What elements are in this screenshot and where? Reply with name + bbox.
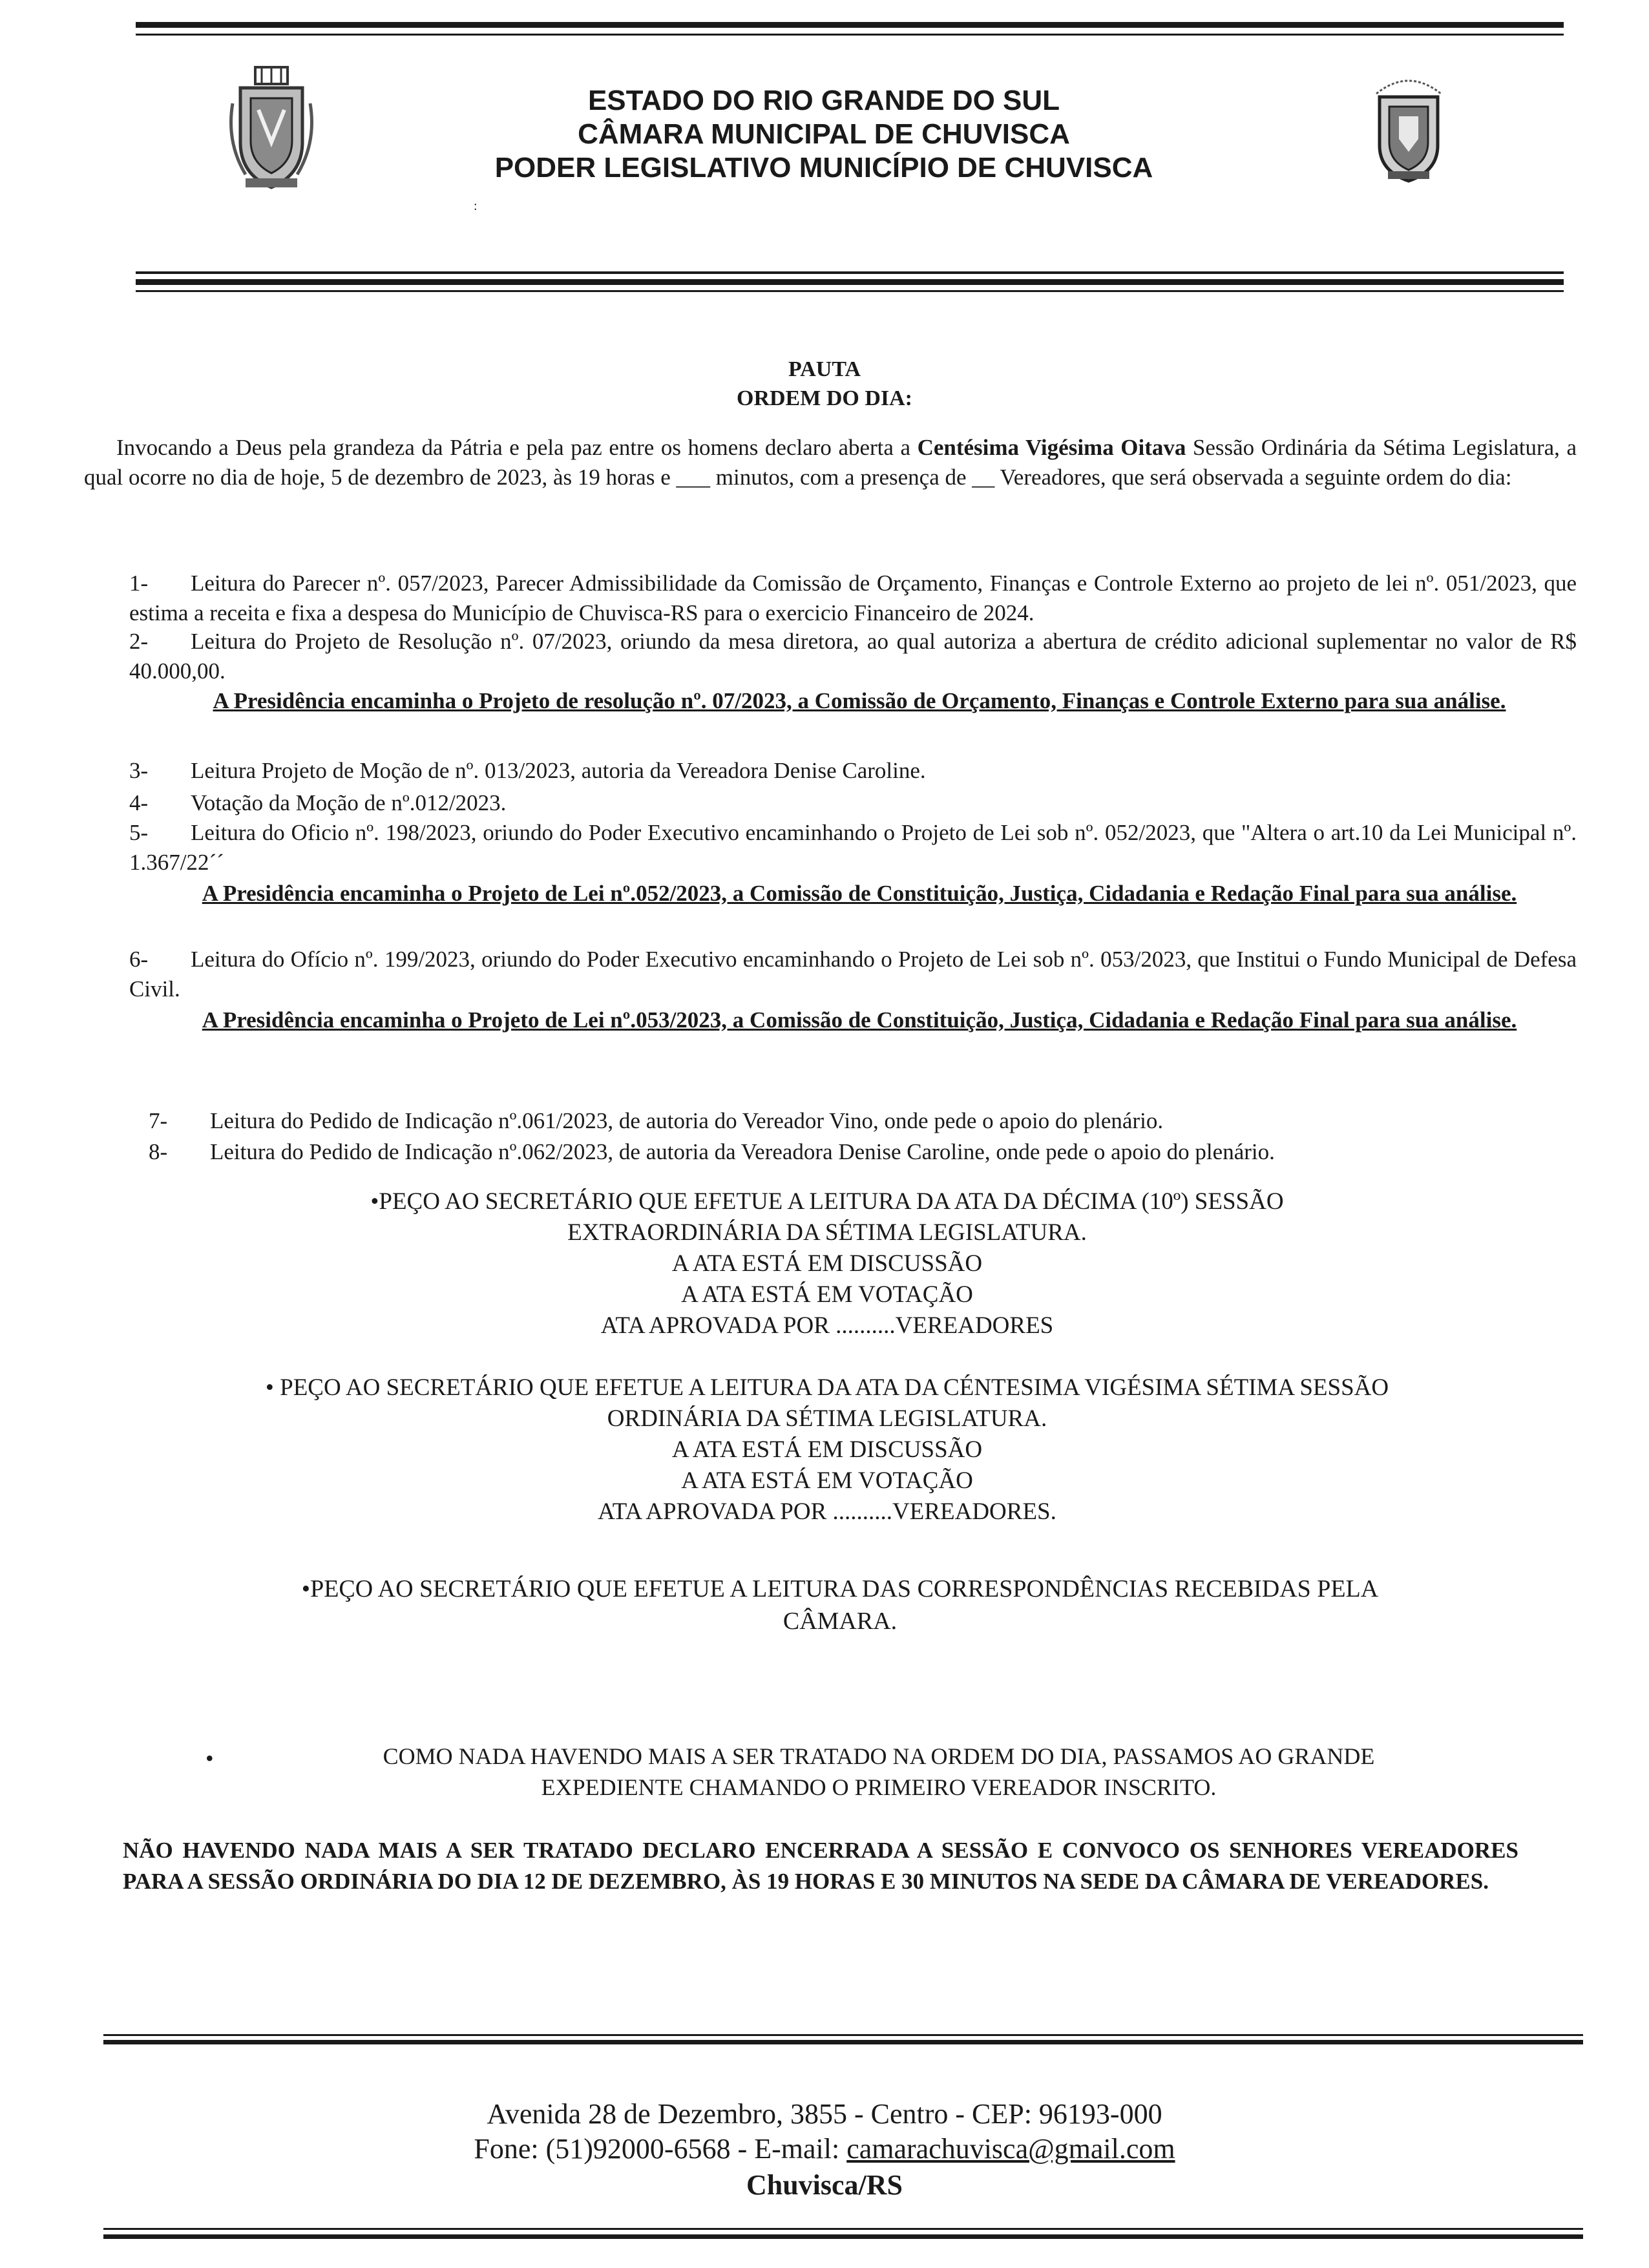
header-state: ESTADO DO RIO GRANDE DO SUL [587, 85, 1060, 116]
item-text: Votação da Moção de nº.012/2023. [191, 790, 507, 815]
agenda-item-2 [129, 627, 1577, 686]
agenda-item-4 [129, 788, 1590, 818]
grande-expediente-line1: COMO NADA HAVENDO MAIS A SER TRATADO NA ORDEM DO DIA, PASSAMOS AO GRANDE [383, 1743, 1375, 1769]
footer-city: Chuvisca/RS [746, 2169, 903, 2201]
agenda-item-7 [149, 1106, 1609, 1136]
agenda-item-5 [129, 818, 1577, 877]
page-subtitle: ORDEM DO DIA: [737, 386, 912, 410]
agenda-item-3 [129, 756, 1590, 786]
ata2-request: • PEÇO AO SECRETÁRIO QUE EFETUE A LEITURA DA ATA DA CÉNTESIMA VIGÉSIMA SÉTIMA SESSÃO [265, 1374, 1389, 1401]
correspondence-chamber: CÂMARA. [782, 1608, 898, 1635]
header-rule-thin [136, 271, 1564, 274]
ata1-session: EXTRAORDINÁRIA DA SÉTIMA LEGISLATURA. [567, 1219, 1087, 1246]
ata1-discussion: A ATA ESTÁ EM DISCUSSÃO [671, 1250, 983, 1277]
ata2-approved: ATA APROVADA POR ..........VEREADORES. [598, 1498, 1056, 1525]
item-number: 4- [129, 790, 149, 815]
header-legislative: PODER LEGISLATIVO MUNICÍPIO DE CHUVISCA [494, 152, 1153, 184]
closing-statement: NÃO HAVENDO NADA MAIS A SER TRATADO DECLARO ENCERRADA A SESSÃO E CONVOCO OS SENHORES VEREADORES PARA A SESSÃO ORDINÁRIA DO DIA 12 DE DEZEMBRO, ÀS 19 HORAS E 30 MINUTOS NA SEDE DA CÂMARA DE VEREADORES. [123, 1838, 1518, 1894]
item-text: Leitura do Projeto de Resolução nº. 07/2023, oriundo da mesa diretora, ao qual autoriza a abertura de crédito adicional suplementar no valor de R$ 40.000,00. [129, 629, 1577, 684]
header-rule-thick [136, 279, 1564, 285]
footer-rule-thick [103, 2040, 1583, 2044]
ata2-voting: A ATA ESTÁ EM VOTAÇÃO [681, 1467, 973, 1494]
header-rule-thin-2 [136, 290, 1564, 292]
bottom-rule-thin [103, 2228, 1583, 2230]
footer-contact [0, 2130, 1649, 2168]
footer-address: Avenida 28 de Dezembro, 3855 - Centro - CEP: 96193-000 [487, 2098, 1162, 2130]
item-text: Leitura do Oficio nº. 198/2023, oriundo do Poder Executivo encaminhando o Projeto de Lei sob nº. 052/2023, que "Altera o art.10 da Lei Municipal nº. 1.367/22´´ [129, 820, 1577, 875]
item-number: 7- [149, 1108, 168, 1133]
intro-session-name: Centésima Vigésima Oitava [917, 435, 1186, 460]
item-number: 1- [129, 571, 149, 596]
agenda-item-8 [149, 1137, 1609, 1167]
ata1-approved: ATA APROVADA POR ..........VEREADORES [600, 1312, 1054, 1339]
ata2-session: ORDINÁRIA DA SÉTIMA LEGISLATURA. [607, 1405, 1047, 1432]
intro-part1: Invocando a Deus pela grandeza da Pátria e pela paz entre os homens declaro aberta a [116, 435, 918, 460]
page-title: PAUTA [788, 357, 861, 381]
correspondence-block [149, 1573, 1531, 1637]
ata2-discussion: A ATA ESTÁ EM DISCUSSÃO [671, 1436, 983, 1463]
municipal-coat-of-arms [226, 65, 317, 194]
item-text: Leitura Projeto de Moção de nº. 013/2023, autoria da Vereadora Denise Caroline. [191, 758, 926, 783]
item-number: 6- [129, 947, 149, 972]
item-text: Leitura do Ofício nº. 199/2023, oriundo do Poder Executivo encaminhando o Projeto de Lei sob nº. 053/2023, que Institui o Fundo Municipal de Defesa Civil. [129, 947, 1577, 1002]
camara-municipal-seal [1363, 68, 1454, 184]
item-text: Leitura do Parecer nº. 057/2023, Parecer Admissibilidade da Comissão de Orçamento, Finanças e Controle Externo ao projeto de lei nº. 051/2023, que estima a receita e fixa a despesa do Município de Chuvisca-RS para o exercicio Financeiro de 2024. [129, 571, 1577, 625]
top-rule-thick [136, 22, 1564, 28]
intro-part2: Sessão Ordinária da Sétima Legislatura, a qual ocorre no dia de hoje, 5 de dezembro de 2023, às 19 horas e ___ minutos, com a presença de __ Vereadores, que será observada a seguinte ordem do dia: [84, 435, 1577, 490]
presidency-referral-1: A Presidência encaminha o Projeto de resolução nº. 07/2023, a Comissão de Orçamento, Finanças e Controle Externo para sua análise. [213, 688, 1506, 713]
header-chamber: CÂMARA MUNICIPAL DE CHUVISCA [578, 118, 1070, 150]
grande-expediente-block [213, 1741, 1544, 1803]
stray-mark: : [474, 199, 478, 213]
footer-phone: Fone: (51)92000-6568 - E-mail: [474, 2133, 847, 2165]
item-number: 2- [129, 629, 149, 654]
agenda-item-6 [129, 945, 1577, 1004]
item-text: Leitura do Pedido de Indicação nº.061/2023, de autoria do Vereador Vino, onde pede o apoio do plenário. [210, 1108, 1164, 1133]
footer-rule-thin [103, 2034, 1583, 2036]
bullet-marker: • [205, 1745, 214, 1771]
agenda-item-1 [129, 569, 1577, 628]
ata1-request: •PEÇO AO SECRETÁRIO QUE EFETUE A LEITURA DA ATA DA DÉCIMA (10º) SESSÃO [370, 1188, 1284, 1215]
item-number: 8- [149, 1139, 168, 1164]
item-number: 5- [129, 820, 149, 845]
top-rule-thin [136, 34, 1564, 36]
correspondence-request: •PEÇO AO SECRETÁRIO QUE EFETUE A LEITURA DAS CORRESPONDÊNCIAS RECEBIDAS PELA [301, 1575, 1379, 1602]
footer-email-link[interactable]: camarachuvisca@gmail.com [846, 2133, 1175, 2165]
item-number: 3- [129, 758, 149, 783]
presidency-referral-2: A Presidência encaminha o Projeto de Lei nº.052/2023, a Comissão de Constituição, Justiça, Cidadania e Redação Final para sua análise. [202, 881, 1517, 906]
ata1-voting: A ATA ESTÁ EM VOTAÇÃO [681, 1281, 973, 1308]
grande-expediente-line2: EXPEDIENTE CHAMANDO O PRIMEIRO VEREADOR INSCRITO. [541, 1774, 1217, 1800]
item-text: Leitura do Pedido de Indicação nº.062/2023, de autoria da Vereadora Denise Caroline, onde pede o apoio do plenário. [210, 1139, 1275, 1164]
ata-ordinary-block [129, 1372, 1525, 1528]
ata-extraordinary-block [129, 1186, 1525, 1341]
presidency-referral-3: A Presidência encaminha o Projeto de Lei nº.053/2023, a Comissão de Constituição, Justiça, Cidadania e Redação Final para sua análise. [202, 1007, 1517, 1033]
intro-paragraph [84, 433, 1577, 492]
bottom-rule-thick [103, 2234, 1583, 2239]
